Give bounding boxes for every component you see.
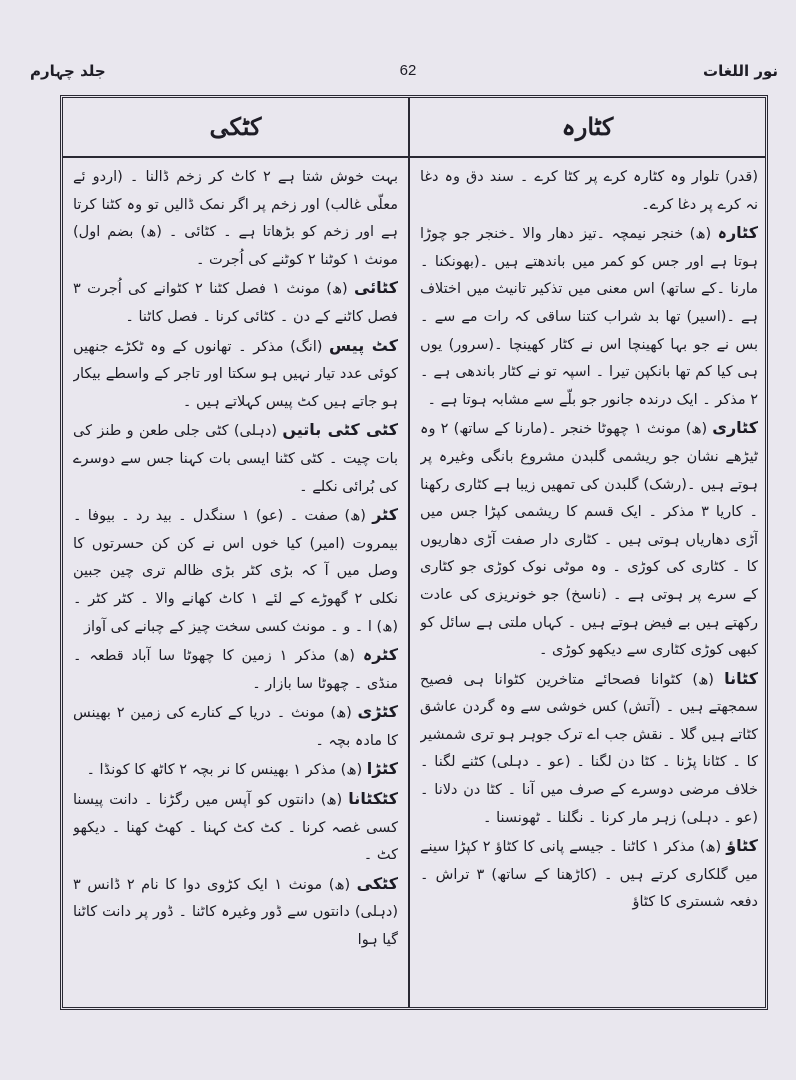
entry-headword: کٹر	[372, 505, 398, 525]
entry-text: (ھ) مونث ۱ چھوٹا خنجر ۔(مارنا کے ساتھ) ۲ وہ ٹیڑھے نشان جو ریشمی گلبدن مشروع بانگی وغیرہ پر ہوتے ہیں ۔(رشک) گلبدن کی تمھیں زیبا ہے کٹاری رکھنا ۔ کاریا ۳ مذکر ۔ ایک قسم کا ریشمی کپڑا جس میں آڑی دھاریاں ہوتی ہیں ۔ کٹاری دار صفت آڑی دھاریوں کا ۔ کٹاری کی کوڑی ۔ وہ موٹی نوک کوڑی جو کٹاری کے سرے پر ہوتی ہے ۔ (ناسخ) جو خونریزی کی عادت رکھتے ہیں بے فیض ہوتے ہیں ۔ کہاں ملتی ہے سائل کو کبھی کوڑی کٹاری سے دیکھو کوڑی ۔	[420, 421, 758, 659]
entry-headword: کٹی کٹی باتیں	[282, 420, 398, 440]
dictionary-entry	[73, 698, 398, 755]
entry-headword: کٹائی	[353, 278, 398, 298]
book-title: نور اللغات	[703, 62, 778, 80]
entry-headword: کٹڑی	[357, 702, 398, 722]
entry-text: (ھ) مونث ۱ ایک کڑوی دوا کا نام ۲ ڈانس ۳ (دہلی) دانتوں سے ڈور وغیرہ کاٹنا ۔ ڈور پر دانت کاٹنا گیا ہوا	[73, 876, 398, 949]
entry-text: (ھ) دانتوں کو آپس میں رگڑنا ۔ دانت پیسنا کسی غصہ کرنا ۔ کٹ کٹ کہنا ۔ کھٹ کھنا ۔ دیکھو کٹ ۔	[73, 792, 398, 864]
entry-text: (انگ) مذکر ۔ تھانوں کے وہ ٹکڑے جنھیں کوئی عدد تیار نہیں ہو سکتا اور تاجر کے واسطے بیکار ہو جاتے ہیں کٹ پیس کہلاتے ہیں ۔	[73, 338, 398, 410]
entry-text: (ھ) مونث ۔ دریا کے کنارے کی زمین ۲ بھینس کا مادہ بچہ ۔	[73, 705, 398, 749]
page-number: 62	[399, 62, 417, 79]
entry-text: (ھ) صفت ۔ (عو) ۱ سنگدل ۔ بید رد ۔ بیوفا ۔ بیمروت (امیر) کیا خوں اس نے کن کن حسرتوں کا وصل میں آ کہ بڑی کٹر بڑی ظالم تری چین جبین نکلی ۲ گھوڑے کے لئے ۱ کاٹ کھانے والا ۔ کٹر کٹر ۔ (ھ) ا ۔ و ۔ مونث کسی سخت چیز کے چبانے کی آواز	[73, 508, 398, 635]
entry-headword: کٹارہ	[717, 223, 758, 243]
entry-text: (ھ) کٹوانا فصحائے متاخرین کٹوانا ہی فصیح سمجھتے ہیں ۔ (آتش) کس خوشی سے وہ گردن عاشق کٹاتے ہیں گلا ۔ نقش جب اے ترک جوہر ہو تری شمشیر کا ۔ کٹانا پڑنا ۔ کٹا دن لگنا ۔ (عو ۔ دہلی) کٹنے لگنا ۔ خلاف مرضی دوسرے کے صرف میں آنا ۔ کٹا دن دلانا ۔ (عو ۔ دہلی) زہر مار کرنا ۔ نگلنا ۔ ٹھونسنا ۔	[420, 671, 758, 826]
entry-headword: کٹ پیس	[329, 335, 398, 355]
entry-headword: کٹرہ	[362, 645, 398, 665]
header-rule	[63, 156, 765, 158]
entry-text: (ھ) خنجر نیمچہ ۔تیز دھار والا ۔خنجر جو چوڑا ہوتا ہے اور جس کو کمر میں باندھتے ہیں ۔(بھونکنا ۔مارنا ۔کے ساتھ) اس معنی میں تذکیر تانیث میں اختلاف ہے ۔(اسیر) تھا بد شراب کتنا ساقی کہ رات مے سے ۔ بس نے جو بہا کھینچا اس نے کٹار کھینچا ۔(سرور) یوں ہی کیا کم تھا بانکپن تیرا ۔ اسپہ تو نے کٹار باندھی ہے ۔ ۲ مذکر ۔ ایک درندہ جانور جو بلّے سے مشابہ ہوتا ہے ۔	[420, 226, 758, 408]
right-column-title: کٹارہ	[561, 112, 614, 141]
volume-label: جلد چہارم	[30, 62, 106, 80]
dictionary-entry	[420, 665, 758, 833]
left-column-title: کٹکی	[209, 112, 262, 141]
entry-text: (ھ) مونث ۱ فصل کٹنا ۲ کٹوانے کی اُجرت ۳ فصل کاٹنے کے دن ۔ کٹائی کرنا ۔ فصل کاٹنا ۔	[73, 281, 398, 325]
dictionary-entry	[73, 332, 398, 417]
dictionary-entry	[420, 832, 758, 917]
left-column	[73, 164, 398, 999]
entry-text: (ھ) مذکر ۱ زمین کا چھوٹا سا آباد قطعہ ۔ منڈی ۔ چھوٹا سا بازار ۔	[73, 648, 398, 692]
entry-text: (ھ) مذکر ۱ کاٹنا ۔ جیسے پانی کا کٹاؤ ۲ کپڑا سینے میں گلکاری کرتے ہیں ۔ (کاڑھنا کے ساتھ) ۳ تراش ۔ دفعہ شستری کا کٹاؤ	[420, 839, 758, 911]
entry-headword: کٹکی	[356, 873, 398, 893]
dictionary-entry	[73, 416, 398, 501]
column-divider	[408, 98, 410, 1007]
entry-headword: کٹاؤ	[726, 836, 758, 856]
dictionary-entry	[73, 501, 398, 641]
entry-headword: کٹانا	[724, 668, 758, 688]
entry-text: (ھ) مذکر ۱ بھینس کا نر بچہ ۲ کاٹھ کا کونڈا ۔	[86, 762, 363, 779]
right-column-heading	[410, 104, 765, 150]
page-frame	[60, 95, 768, 1010]
entry-text: (دہلی) کٹی جلی طعن و طنز کی بات چیت ۔ کٹی کٹنا ایسی بات کہنا جس سے دوسرے کی بُرائی نکلے ۔	[73, 423, 398, 495]
dictionary-entry	[420, 219, 758, 414]
left-column-heading	[63, 104, 408, 150]
right-column	[420, 164, 758, 999]
dictionary-entry	[73, 641, 398, 698]
entry-text: (قدر) تلوار وہ کٹارہ کرے پر کٹا کرے ۔ سند دق وہ دغا نہ کرے پر دغا کرے۔	[420, 169, 758, 213]
dictionary-entry	[73, 274, 398, 331]
dictionary-entry	[73, 164, 398, 274]
entry-headword: کٹاری	[712, 418, 758, 438]
entry-text: بہت خوش شتا ہے ۲ کاٹ کر زخم ڈالنا ۔ (اردو ئے معلّی غالب) اور زخم پر اگر نمک ڈالیں تو وہ کٹنا کرتا ہے اور زخم کو بڑھاتا ہے ۔ کٹائی ۔ (ھ) بضم اول) مونث ۱ کوٹنا ۲ کوٹنے کی اُجرت ۔	[73, 169, 398, 268]
dictionary-entry	[73, 755, 398, 785]
dictionary-entry	[420, 414, 758, 664]
entry-headword: کٹکٹانا	[348, 789, 398, 809]
dictionary-entry	[420, 164, 758, 219]
dictionary-entry	[73, 870, 398, 955]
dictionary-entry	[73, 785, 398, 870]
entry-headword: کٹڑا	[366, 759, 398, 779]
